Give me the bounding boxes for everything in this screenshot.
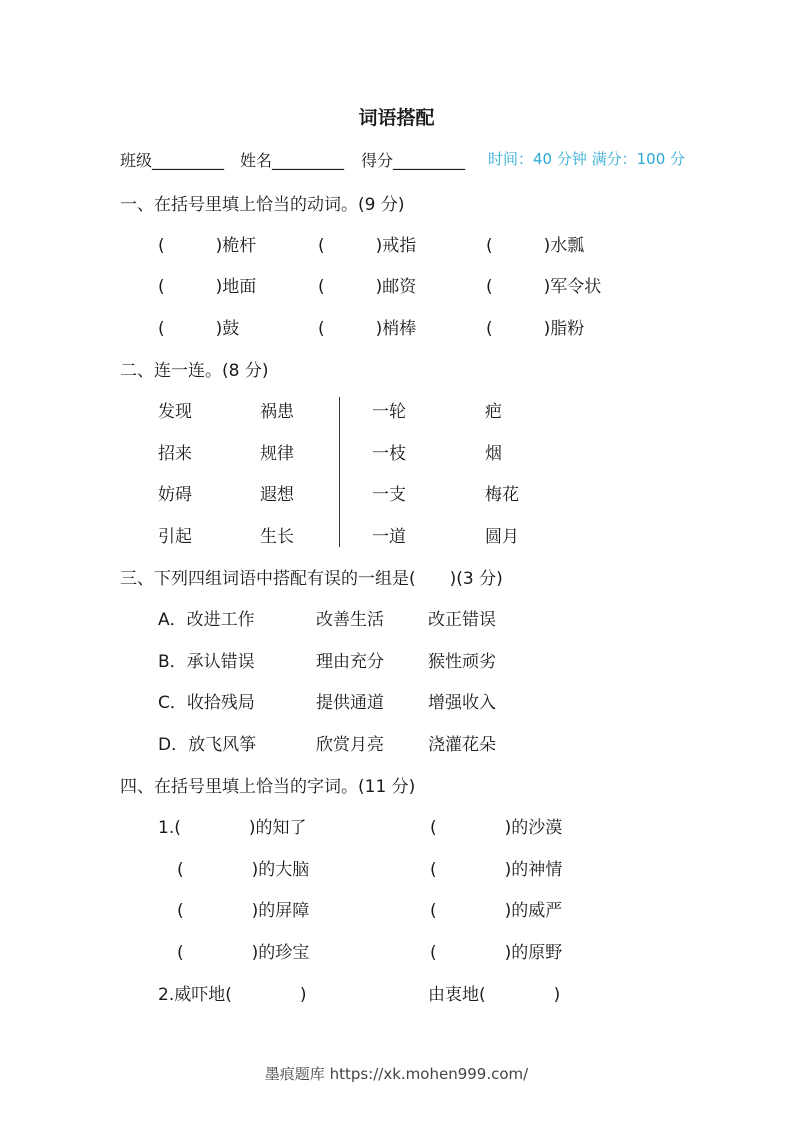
option-d-word: 欣赏月亮 xyxy=(316,735,384,755)
match-word: 规律 xyxy=(260,444,294,464)
option-c-word: 增强收入 xyxy=(428,693,496,713)
score-field: 得分_________ xyxy=(361,151,466,170)
column-divider xyxy=(339,397,340,547)
match-word: 烟 xyxy=(485,444,502,464)
section1-heading: 一、在括号里填上恰当的动词。(9 分) xyxy=(120,195,405,215)
match-word: 遐想 xyxy=(260,485,294,505)
match-word: 圆月 xyxy=(485,527,519,547)
match-word: 一枝 xyxy=(372,444,406,464)
fill-item: ( )的神情 xyxy=(430,860,563,880)
fill-item: 1.( )的知了 xyxy=(158,818,307,838)
option-d-word: 浇灌花朵 xyxy=(428,735,496,755)
option-b-word: 理由充分 xyxy=(316,652,384,672)
time-score-info: 时间：40 分钟 满分：100 分 xyxy=(488,150,686,168)
page-title: 词语搭配 xyxy=(358,107,435,129)
s1-item: ( )戒指 xyxy=(318,236,417,256)
match-word: 疤 xyxy=(485,402,502,422)
option-a-word: 改善生活 xyxy=(316,610,384,630)
class-field: 班级_________ xyxy=(120,151,225,170)
s1-item: ( )桅杆 xyxy=(158,236,257,256)
s1-item: ( )脂粉 xyxy=(486,319,585,339)
s1-item: ( )军令状 xyxy=(486,277,602,297)
section4-heading: 四、在括号里填上恰当的字词。(11 分) xyxy=(120,777,416,797)
fill-item: 2.威吓地( ) xyxy=(158,985,307,1005)
s1-item: ( )梢棒 xyxy=(318,319,417,339)
fill-item: ( )的沙漠 xyxy=(430,818,563,838)
fill-item: ( )的大脑 xyxy=(177,860,310,880)
match-word: 一道 xyxy=(372,527,406,547)
footer-watermark: 墨痕题库 https://xk.mohen999.com/ xyxy=(264,1065,529,1083)
match-word: 一支 xyxy=(372,485,406,505)
option-a-word: 改正错误 xyxy=(428,610,496,630)
section3-heading: 三、下列四组词语中搭配有误的一组是( )(3 分) xyxy=(120,569,503,589)
option-c-word: 提供通道 xyxy=(316,693,384,713)
s1-item: ( )水瓢 xyxy=(486,236,585,256)
fill-item: ( )的原野 xyxy=(430,943,563,963)
match-word: 发现 xyxy=(158,402,192,422)
name-field: 姓名_________ xyxy=(240,151,345,170)
match-word: 引起 xyxy=(158,527,192,547)
match-word: 祸患 xyxy=(260,402,294,422)
option-a: A．改进工作 xyxy=(158,610,255,630)
fill-item: ( )的屏障 xyxy=(177,901,310,921)
match-word: 梅花 xyxy=(485,485,519,505)
section2-heading: 二、连一连。(8 分) xyxy=(120,361,269,381)
option-d: D．放飞风筝 xyxy=(158,735,257,755)
fill-item: ( )的威严 xyxy=(430,901,563,921)
match-word: 一轮 xyxy=(372,402,406,422)
match-word: 妨碍 xyxy=(158,485,192,505)
s1-item: ( )地面 xyxy=(158,277,257,297)
option-c: C．收拾残局 xyxy=(158,693,255,713)
match-word: 生长 xyxy=(260,527,294,547)
option-b-word: 猴性顽劣 xyxy=(428,652,496,672)
fill-item: ( )的珍宝 xyxy=(177,943,310,963)
s1-item: ( )邮资 xyxy=(318,277,417,297)
s1-item: ( )鼓 xyxy=(158,319,240,339)
match-word: 招来 xyxy=(158,444,192,464)
fill-item: 由衷地( ) xyxy=(428,985,561,1005)
option-b: B．承认错误 xyxy=(158,652,255,672)
